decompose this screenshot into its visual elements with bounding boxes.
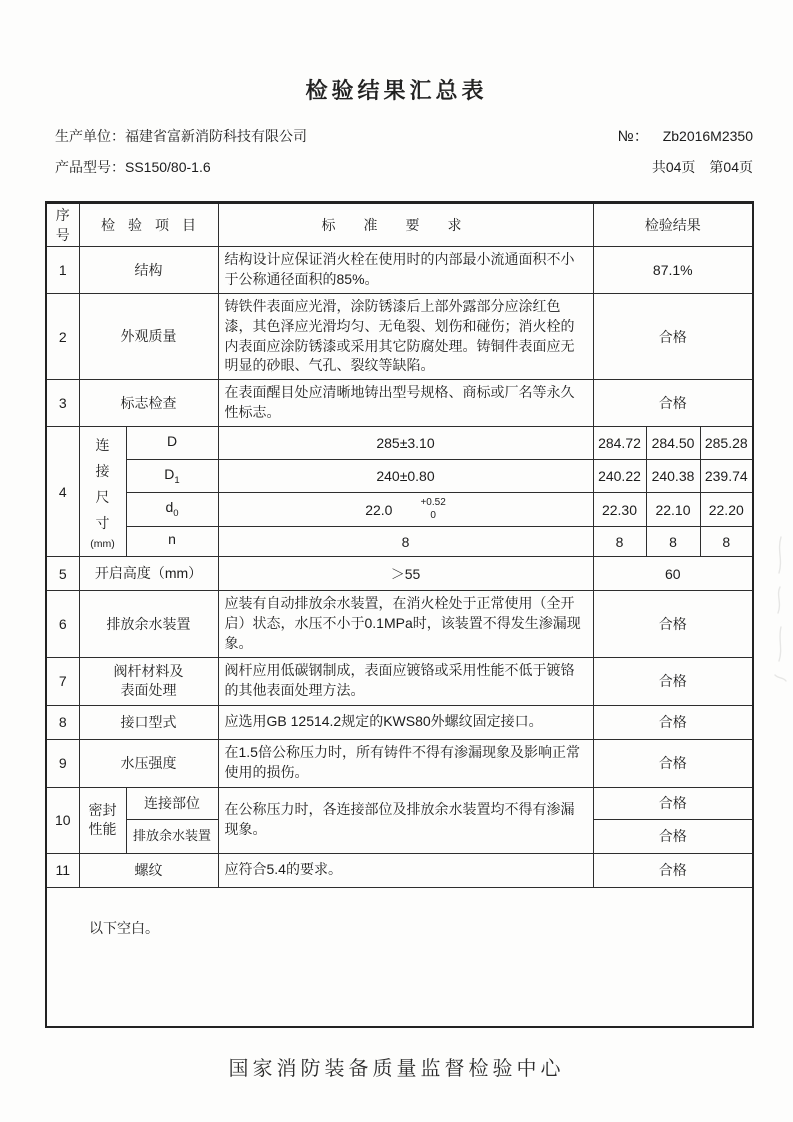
col-header-no — [46, 203, 79, 247]
result-cell: 285.28 — [700, 427, 753, 460]
col-header-item: 检验项目 — [79, 203, 218, 247]
result-cell: 239.74 — [700, 460, 753, 493]
item-cell: 外观质量 — [79, 293, 218, 380]
serial-cell: 6 — [46, 591, 79, 658]
document-info — [55, 125, 753, 177]
item-cell: 结构 — [79, 247, 218, 294]
standard-cell: 8 — [218, 527, 593, 557]
tolerance-nominal: 22.0 — [365, 501, 393, 518]
producer-info: 生产单位：福建省富新消防科技有限公司 — [55, 128, 307, 144]
table-row-4-d0 — [46, 493, 753, 527]
blank-area — [46, 887, 753, 1027]
table-row-9 — [46, 739, 753, 787]
result-cell: 合格 — [593, 739, 753, 787]
param-symbol: D — [166, 432, 178, 449]
serial-cell: 10 — [46, 787, 79, 853]
table-row-4-D1 — [46, 460, 753, 493]
result-cell: 合格 — [593, 853, 753, 887]
table-row-4-n — [46, 527, 753, 557]
dim-group-label: 连接尺寸 — [95, 437, 110, 531]
pages-total: 共04页 — [651, 159, 696, 175]
result-cell: 60 — [593, 557, 753, 591]
standard-cell: 285±3.10 — [218, 427, 593, 460]
param-subscript: 0 — [173, 508, 179, 520]
standard-cell: ＞55 — [218, 557, 593, 591]
serial-cell: 4 — [46, 427, 79, 557]
info-line-1 — [55, 125, 753, 146]
standard-cell: 阀杆应用低碳钢制成，表面应镀铬或采用性能不低于镀铬的其他表面处理方法。 — [218, 657, 593, 705]
seal-group-line2: 性能 — [88, 821, 117, 838]
standard-cell: 应装有自动排放余水装置，在消火栓处于正常使用（全开启）状态，水压不小于0.1MPa时，该装置不得发生渗漏现象。 — [218, 591, 593, 658]
serial-cell: 2 — [46, 293, 79, 380]
table-blank-row — [46, 887, 753, 1027]
table-row-5 — [46, 557, 753, 591]
result-cell: 8 — [700, 527, 753, 557]
item-cell — [79, 657, 218, 705]
result-cell: 22.30 — [593, 493, 646, 527]
standard-cell: 应符合5.4的要求。 — [218, 853, 593, 887]
serial-cell: 1 — [46, 247, 79, 294]
table-row-8 — [46, 705, 753, 739]
serial-cell: 11 — [46, 853, 79, 887]
info-line-2 — [55, 157, 753, 177]
result-cell: 284.72 — [593, 427, 646, 460]
result-cell: 合格 — [593, 591, 753, 658]
result-cell: 合格 — [593, 819, 753, 853]
serial-cell: 9 — [46, 739, 79, 787]
result-cell: 22.10 — [646, 493, 700, 527]
item-line1: 阀杆材料及 — [113, 663, 184, 680]
report-no-value: Zb2016M2350 — [662, 128, 753, 144]
result-cell: 合格 — [593, 705, 753, 739]
item-cell: 排放余水装置 — [79, 591, 218, 658]
table-row-1 — [46, 247, 753, 294]
serial-cell: 5 — [46, 557, 79, 591]
param-cell-n — [126, 527, 218, 557]
result-cell: 22.20 — [700, 493, 753, 527]
result-cell: 8 — [593, 527, 646, 557]
report-number — [618, 125, 753, 146]
standard-cell: 在公称压力时，各连接部位及排放余水装置均不得有渗漏现象。 — [218, 787, 593, 853]
standard-cell — [218, 493, 593, 527]
table-row-3 — [46, 380, 753, 427]
seal-group-cell — [79, 787, 126, 853]
page-count — [652, 157, 753, 177]
table-header-row — [46, 203, 753, 247]
serial-cell: 7 — [46, 657, 79, 705]
document-page — [0, 74, 793, 1122]
col-header-no-line2: 号 — [55, 227, 70, 243]
table-row-4-D — [46, 427, 753, 460]
table-row-7 — [46, 657, 753, 705]
blank-note: 以下空白。 — [89, 919, 159, 936]
faint-margin-marks — [769, 529, 791, 699]
item-cell: 标志检查 — [79, 380, 218, 427]
table-row-11 — [46, 853, 753, 887]
standard-cell: 在1.5倍公称压力时，所有铸件不得有渗漏现象及影响正常使用的损伤。 — [218, 739, 593, 787]
standard-cell: 结构设计应保证消火栓在使用时的内部最小流通面积不小于公称通径面积的85%。 — [218, 247, 593, 294]
result-cell: 240.22 — [593, 460, 646, 493]
param-cell-D1 — [126, 460, 218, 493]
item-cell: 开启高度（mm） — [79, 557, 218, 591]
seal-sub-item-2: 排放余水装置 — [126, 819, 218, 853]
param-symbol: D — [164, 465, 175, 482]
tolerance-stack — [420, 497, 445, 522]
pages-current: 第04页 — [709, 159, 753, 175]
result-cell: 合格 — [593, 787, 753, 819]
standard-cell: 在表面醒目处应清晰地铸出型号规格、商标或厂名等永久性标志。 — [218, 380, 593, 427]
col-header-standard: 标准要求 — [218, 203, 593, 247]
tolerance-upper: +0.52 — [420, 497, 446, 508]
param-subscript: 1 — [174, 474, 180, 486]
result-cell: 合格 — [593, 293, 753, 380]
item-cell: 接口型式 — [79, 705, 218, 739]
result-cell: 合格 — [593, 657, 753, 705]
result-cell: 87.1% — [593, 247, 753, 294]
result-cell: 240.38 — [646, 460, 700, 493]
tolerance-lower: 0 — [430, 509, 436, 521]
product-model: 产品型号：SS150/80-1.6 — [55, 159, 211, 175]
standard-cell: 铸铁件表面应光滑，涂防锈漆后上部外露部分应涂红色漆，其色泽应光滑均匀、无龟裂、划伤和碰伤；消火栓的内表面应涂防锈漆或采用其它防腐处理。铸铜件表面应无明显的砂眼、气孔、裂纹等缺陷。 — [218, 293, 593, 380]
param-symbol: d — [165, 499, 174, 516]
standard-cell: 240±0.80 — [218, 460, 593, 493]
page-title: 检验结果汇总表 — [305, 78, 488, 103]
dim-group-unit: (mm) — [90, 537, 115, 550]
result-cell: 8 — [646, 527, 700, 557]
standard-cell: 应选用GB 12514.2规定的KWS80外螺纹固定接口。 — [218, 705, 593, 739]
item-cell: 螺纹 — [79, 853, 218, 887]
footer-org-name: 国家消防装备质量监督检验中心 — [228, 1058, 565, 1081]
col-header-result: 检验结果 — [593, 203, 753, 247]
seal-sub-item-1: 连接部位 — [126, 787, 218, 819]
result-cell: 合格 — [593, 380, 753, 427]
serial-cell: 8 — [46, 705, 79, 739]
param-cell-D — [126, 427, 218, 460]
col-header-no-line1: 序 — [55, 206, 70, 223]
item-line2: 表面处理 — [120, 682, 177, 699]
table-row-6 — [46, 591, 753, 658]
table-row-10-a — [46, 787, 753, 819]
report-no-label: №： — [617, 128, 649, 145]
item-cell: 水压强度 — [79, 739, 218, 787]
inspection-table — [45, 201, 754, 1028]
result-cell: 284.50 — [646, 427, 700, 460]
serial-cell: 3 — [46, 380, 79, 427]
seal-group-line1: 密封 — [88, 802, 117, 819]
param-cell-d0 — [126, 493, 218, 527]
table-row-2 — [46, 293, 753, 380]
param-symbol: n — [168, 531, 176, 548]
dim-group-cell — [79, 427, 126, 557]
